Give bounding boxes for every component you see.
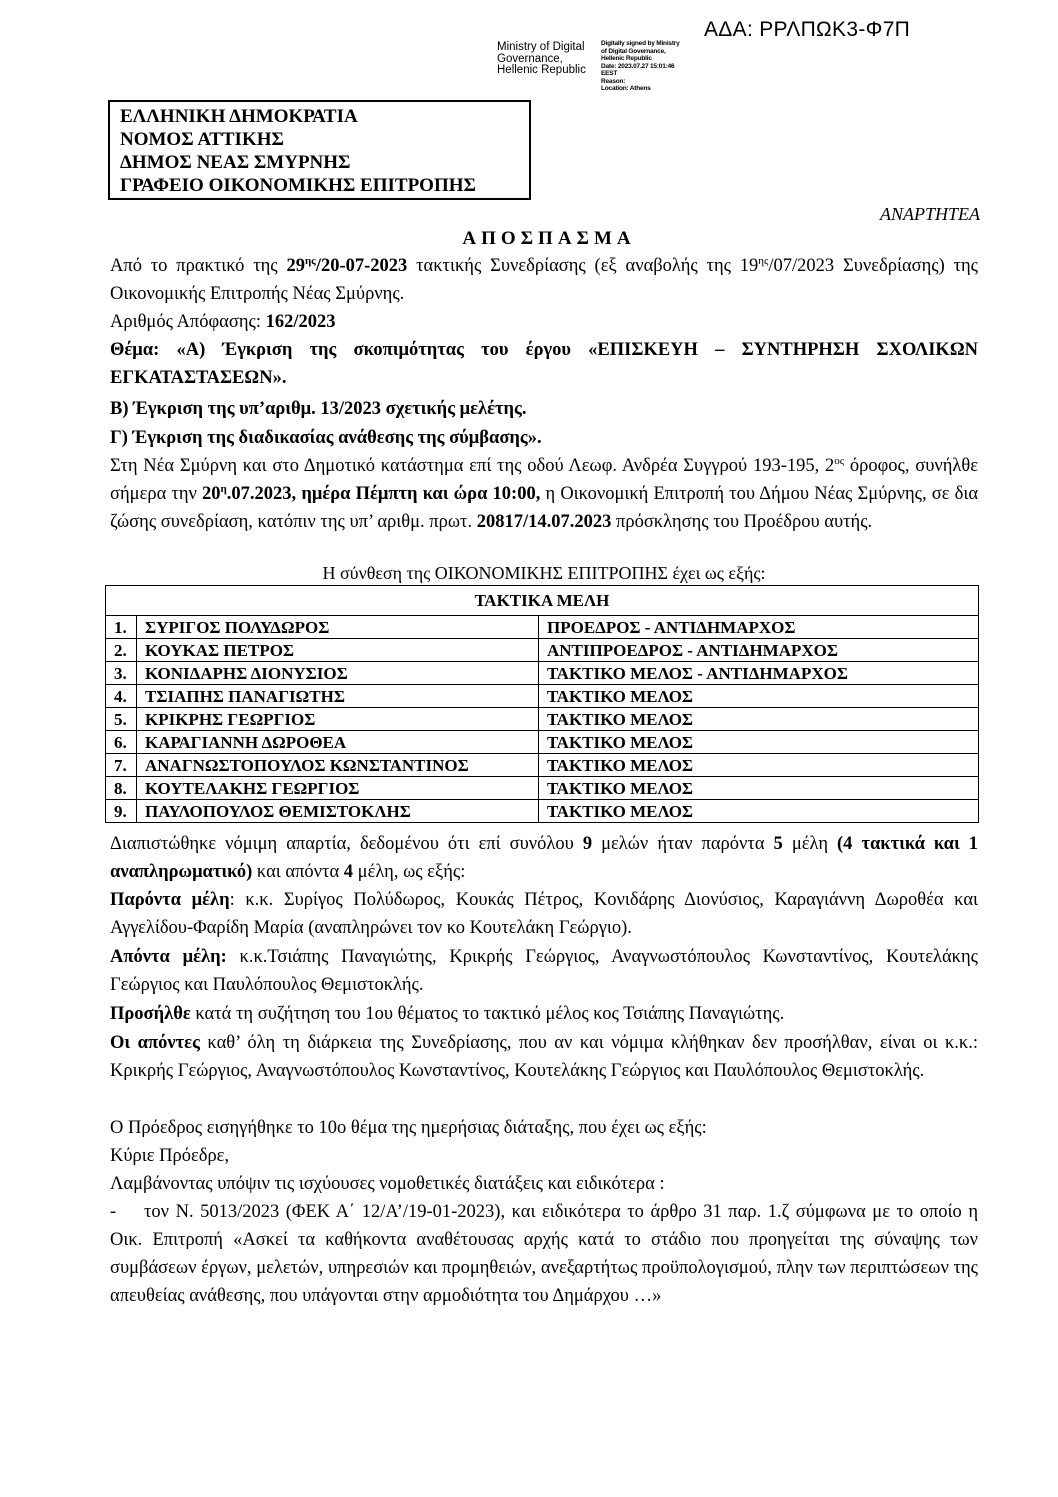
member-name: ΤΣΙΑΠΗΣ ΠΑΝΑΓΙΩΤΗΣ	[137, 685, 539, 708]
signature-signer	[497, 42, 586, 77]
considering-line: Λαμβάνοντας υπόψιν τις ισχύουσες νομοθετικές διατάξεις και ειδικότερα :	[110, 1174, 665, 1194]
member-row	[106, 754, 979, 777]
member-row	[106, 731, 979, 754]
signer-line: Hellenic Republic	[497, 64, 586, 76]
members-table-header: ΤΑΚΤΙΚΑ ΜΕΛΗ	[106, 586, 979, 616]
signature-detail-line: Digitally signed by Ministry	[601, 40, 680, 47]
member-row	[106, 800, 979, 823]
subject-b: Β) Έγκριση της υπ’αριθμ. 13/2023 σχετικής μελέτης.	[110, 399, 527, 419]
member-number: 2.	[106, 639, 137, 662]
member-row	[106, 708, 979, 731]
member-role: ΤΑΚΤΙΚΟ ΜΕΛΟΣ	[539, 685, 979, 708]
member-role: ΤΑΚΤΙΚΟ ΜΕΛΟΣ	[539, 777, 979, 800]
meeting-paragraph: Στη Νέα Σμύρνη και στο Δημοτικό κατάστημα επί της οδού Λεωφ. Ανδρέα Συγγρού 193-195, $2^{o\varsigma}$ όροφος, συνήλθε σήμερα την $20^\eta.07.2023$, ημέρα Πέμπτη και ώρα 10:00, η Οικονομική Επιτροπή του Δήμου Νέας Σμύρνης, σε δια ζώσης συνεδρίαση, κατόπιν της υπ’ αριθμ. πρωτ. 20817/14.07.2023 πρόσκλησης του Προέδρου αυτής.	[110, 454, 979, 532]
member-number: 9.	[106, 800, 137, 823]
member-name: ΑΝΑΓΝΩΣΤΟΠΟΥΛΟΣ ΚΩΝΣΤΑΝΤΙΝΟΣ	[137, 754, 539, 777]
signature-detail-line: of Digital Governance,	[601, 47, 666, 55]
members-table-header-row	[106, 586, 979, 616]
member-number: 8.	[106, 777, 137, 800]
member-role: ΤΑΚΤΙΚΟ ΜΕΛΟΣ	[539, 800, 979, 823]
salutation: Κύριε Πρόεδρε,	[110, 1146, 230, 1166]
signature-details	[601, 40, 680, 93]
posting-label: ΑΝΑΡΤΗΤΕΑ	[879, 204, 980, 224]
issuer-line: ΕΛΛΗΝΙΚΗ ΔΗΜΟΚΡΑΤΙΑ	[120, 106, 358, 127]
signature-detail-line: Location: Athens	[601, 85, 651, 92]
subject-a: Θέμα: «Α) Έγκριση της σκοπιμότητας του έργου «ΕΠΙΣΚΕΥΗ – ΣΥΝΤΗΡΗΣΗ ΣΧΟΛΙΚΩΝ ΕΓΚΑΤΑΣΤΑΣΕΩΝ».	[110, 340, 978, 388]
signature-detail-line: Hellenic Republic	[601, 55, 652, 62]
member-row	[106, 685, 979, 708]
signer-line: Governance,	[497, 52, 563, 65]
absentees-paragraph: Οι απόντες καθ’ όλη τη διάρκεια της Συνεδρίασης, που αν και νόμιμα κλήθηκαν δεν προσήλθαν, είναι οι κ.κ.: Κρικρής Γεώργιος, Αναγνωστόπουλος Κωνσταντίνος, Κουτελάκης Γεώργιος και Παυλόπουλος Θεμιστοκλής.	[110, 1033, 978, 1081]
composition-intro: Η σύνθεση της ΟΙΚΟΝΟΜΙΚΗΣ ΕΠΙΤΡΟΠΗΣ έχει ως εξής:	[322, 563, 766, 583]
member-number: 5.	[106, 708, 137, 731]
law-item: - τον Ν. 5013/2023 (ΦΕΚ Α΄ 12/Α’/19-01-2023), και ειδικότερα το άρθρο 31 παρ. 1.ζ σύμφωνα με το οποίο η Οικ. Επιτροπή «Ασκεί τα καθήκοντα αναθέτουσας αρχής κατά το στάδιο που προηγείται της σύναψης των συμβάσεων έργων, μελετών, υπηρεσιών και προμηθειών, ανεξαρτήτως προϋπολογισμού, πλην των περιπτώσεων της απευθείας ανάθεσης, που υπάγονται στην αρμοδιότητα του Δημάρχου …»	[110, 1198, 978, 1310]
absent-members: Απόντα μέλη: κ.κ.Τσιάπης Παναγιώτης, Κρικρής Γεώργιος, Αναγνωστόπουλος Κωνσταντίνος, Κουτελάκης Γεώργιος και Παυλόπουλος Θεμιστοκλής.	[110, 947, 978, 995]
member-number: 4.	[106, 685, 137, 708]
signature-detail-line: EEST	[601, 70, 618, 77]
member-role: ΤΑΚΤΙΚΟ ΜΕΛΟΣ	[539, 731, 979, 754]
issuer-line: ΓΡΑΦΕΙΟ ΟΙΚΟΝΟΜΙΚΗΣ ΕΠΙΤΡΟΠΗΣ	[120, 175, 476, 196]
member-row	[106, 662, 979, 685]
signature-detail-line: Date: 2023.07.27 15:01:46	[601, 62, 675, 70]
member-number: 3.	[106, 662, 137, 685]
member-number: 6.	[106, 731, 137, 754]
issuer-header-box	[108, 100, 531, 200]
president-intro: Ο Πρόεδρος εισηγήθηκε το 10ο θέμα της ημερήσιας διάταξης, που έχει ως εξής:	[110, 1118, 707, 1138]
member-name: ΠΑΥΛΟΠΟΥΛΟΣ ΘΕΜΙΣΤΟΚΛΗΣ	[137, 800, 539, 823]
signature-detail-line: Reason:	[601, 77, 626, 85]
member-name: ΚΟΥΚΑΣ ΠΕΤΡΟΣ	[137, 639, 539, 662]
decision-number: Αριθμός Απόφασης: 162/2023	[110, 312, 336, 332]
member-role: ΑΝΤΙΠΡΟΕΔΡΟΣ - ΑΝΤΙΔΗΜΑΡΧΟΣ	[539, 639, 979, 662]
subject-c: Γ) Έγκριση της διαδικασίας ανάθεσης της σύμβασης».	[110, 428, 542, 448]
member-row	[106, 616, 979, 639]
member-number: 1.	[106, 616, 137, 639]
quorum-paragraph: Διαπιστώθηκε νόμιμη απαρτία, δεδομένου ότι επί συνόλου 9 μελών ήταν παρόντα 5 μέλη (4 τακτικά και 1 αναπληρωματικό) και απόντα 4 μέλη, ως εξής:	[110, 834, 978, 882]
list-dash: -	[110, 1202, 117, 1222]
issuer-line: ΔΗΜΟΣ ΝΕΑΣ ΣΜΥΡΝΗΣ	[120, 152, 351, 173]
member-number: 7.	[106, 754, 137, 777]
ada-code: ΑΔΑ: ΡΡΛΠΩΚ3-Φ7Π	[704, 18, 911, 41]
member-name: ΣΥΡΙΓΟΣ ΠΟΛΥΔΩΡΟΣ	[137, 616, 539, 639]
signer-line: Ministry of Digital	[497, 41, 585, 53]
member-name: ΚΟΝΙΔΑΡΗΣ ΔΙΟΝΥΣΙΟΣ	[137, 662, 539, 685]
member-name: ΚΡΙΚΡΗΣ ΓΕΩΡΓΙΟΣ	[137, 708, 539, 731]
member-role: ΤΑΚΤΙΚΟ ΜΕΛΟΣ	[539, 754, 979, 777]
member-role: ΠΡΟΕΔΡΟΣ - ΑΝΤΙΔΗΜΑΡΧΟΣ	[539, 616, 979, 639]
present-members: Παρόντα μέλη: κ.κ. Συρίγος Πολύδωρος, Κουκάς Πέτρος, Κονιδάρης Διονύσιος, Καραγιάννη Δωροθέα και Αγγελίδου-Φαρίδη Μαρία (αναπληρώνει τον κο Κουτελάκη Γεώργιο).	[110, 890, 978, 938]
issuer-line: ΝΟΜΟΣ ΑΤΤΙΚΗΣ	[120, 129, 284, 150]
members-table	[105, 585, 979, 823]
document-title: ΑΠΟΣΠΑΣΜΑ	[462, 228, 636, 249]
arrived-member: Προσήλθε κατά τη συζήτηση του 1ου θέματος το τακτικό μέλος κος Τσιάπης Παναγιώτης.	[110, 1004, 785, 1024]
member-row	[106, 639, 979, 662]
member-role: ΤΑΚΤΙΚΟ ΜΕΛΟΣ	[539, 708, 979, 731]
member-name: ΚΑΡΑΓΙΑΝΝΗ ΔΩΡΟΘΕΑ	[137, 731, 539, 754]
member-row	[106, 777, 979, 800]
member-name: ΚΟΥΤΕΛΑΚΗΣ ΓΕΩΡΓΙΟΣ	[137, 777, 539, 800]
intro-paragraph: Από το πρακτικό της $29^{\eta\varsigma}/20-07-2023$ τακτικής Συνεδρίασης (εξ αναβολής της $19^{\eta\varsigma}/07/2023$ Συνεδρίασης) της Οικονομικής Επιτροπής Νέας Σμύρνης.	[110, 254, 979, 304]
member-role: ΤΑΚΤΙΚΟ ΜΕΛΟΣ - ΑΝΤΙΔΗΜΑΡΧΟΣ	[539, 662, 979, 685]
